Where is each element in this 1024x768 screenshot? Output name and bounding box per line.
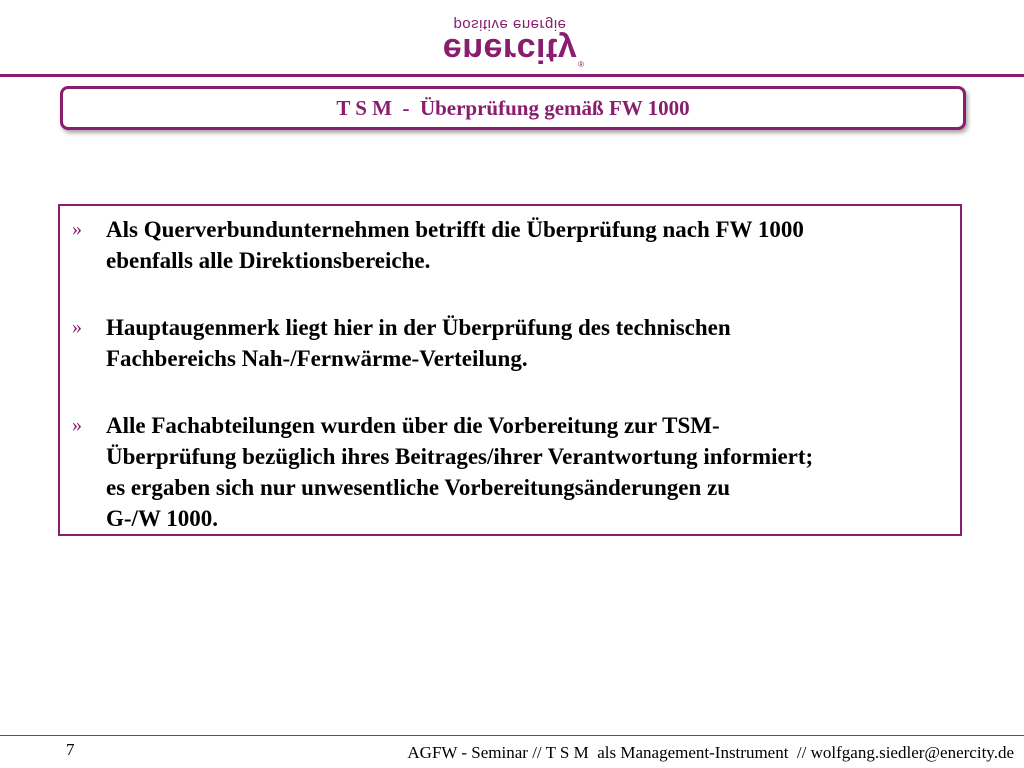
- bullet-text: Hauptaugenmerk liegt hier in der Überprüfung des technischen Fachbereichs Nah-/Fernwärme-Verteilung.: [106, 315, 731, 371]
- logo-registered-mark: ®: [578, 60, 584, 69]
- content-box: [58, 204, 962, 536]
- bullet-marker: »: [72, 414, 82, 436]
- bullet-text: Als Querverbundunternehmen betrifft die Überprüfung nach FW 1000 ebenfalls alle Direktionsbereiche.: [106, 217, 804, 273]
- bullet-text: Alle Fachabteilungen wurden über die Vorbereitung zur TSM- Überprüfung bezüglich ihres Beitrages/ihrer Verantwortung informiert; es ergaben sich nur unwesentliche Vorbereitungsänderungen zu G-/W 1000.: [106, 413, 814, 531]
- bullet-marker: »: [72, 316, 82, 338]
- footer-text: AGFW - Seminar // T S M als Management-Instrument // wolfgang.siedler@enercity.de: [407, 743, 1014, 762]
- enercity-logo: [420, 12, 600, 70]
- bullet-item: [72, 410, 940, 534]
- header-divider: [0, 74, 1024, 77]
- bullet-marker: »: [72, 218, 82, 240]
- footer-divider: [0, 735, 1024, 736]
- logo-wordmark: enercity: [442, 31, 578, 69]
- bullet-item: [72, 312, 940, 374]
- logo-tagline: positive energie: [453, 16, 567, 33]
- slide-title-box: [60, 86, 966, 130]
- page-number: 7: [66, 740, 75, 759]
- bullet-item: [72, 214, 940, 276]
- slide-title: T S M - Überprüfung gemäß FW 1000: [336, 95, 690, 120]
